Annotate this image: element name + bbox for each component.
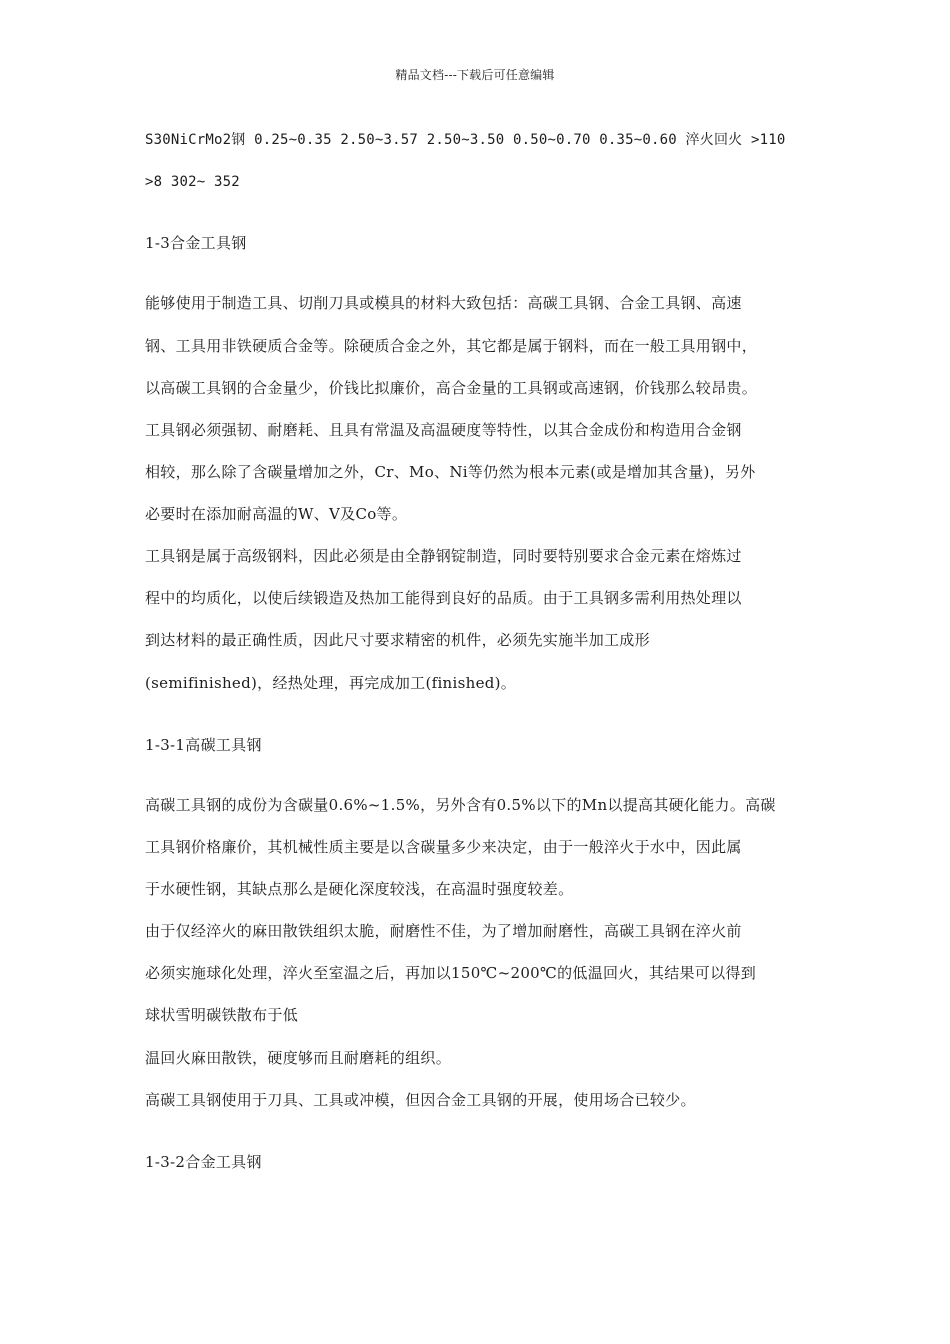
steel-spec-line-1: S30NiCrMo2钢 0.25~0.35 2.50~3.57 2.50~3.50 0.50~0.70 0.35~0.60 淬火回火 >110 — [145, 132, 786, 148]
paragraph-line: 必要时在添加耐高温的W、V及Co等。 — [145, 505, 408, 523]
paragraph-line: 由于仅经淬火的麻田散铁组织太脆，耐磨性不佳，为了增加耐磨性，高碳工具钢在淬火前 — [145, 922, 742, 940]
paragraph-line: 相较，那么除了含碳量增加之外，Cr、Mo、Ni等仍然为根本元素(或是增加其含量)，另外 — [145, 463, 756, 481]
paragraph-line: 程中的均质化，以使后续锻造及热加工能得到良好的品质。由于工具钢多需利用热处理以 — [145, 589, 742, 607]
steel-spec-line-2: >8 302~ 352 — [145, 174, 240, 190]
paragraph-line: 工具钢是属于高级钢料，因此必须是由全静钢锭制造，同时要特别要求合金元素在熔炼过 — [145, 547, 742, 565]
section-heading-1-3-1: 1-3-1高碳工具钢 — [145, 736, 262, 754]
paragraph-line: 以高碳工具钢的合金量少，价钱比拟廉价，高合金量的工具钢或高速钢，价钱那么较昂贵。 — [145, 379, 758, 397]
paragraph-line: 球状雪明碳铁散布于低 — [145, 1006, 299, 1024]
paragraph-line: 钢、工具用非铁硬质合金等。除硬质合金之外，其它都是属于钢料，而在一般工具用钢中， — [145, 337, 758, 355]
paragraph-line: 高碳工具钢使用于刀具、工具或冲模，但因合金工具钢的开展，使用场合已较少。 — [145, 1091, 696, 1109]
page-header: 精品文档---下载后可任意编辑 — [395, 68, 555, 82]
paragraph-line: 于水硬性钢，其缺点那么是硬化深度较浅，在高温时强度较差。 — [145, 880, 574, 898]
paragraph-line: 工具钢必须强韧、耐磨耗、且具有常温及高温硬度等特性，以其合金成份和构造用合金钢 — [145, 421, 742, 439]
section-heading-1-3: 1-3合金工具钢 — [145, 234, 247, 252]
paragraph-line: 工具钢价格廉价，其机械性质主要是以含碳量多少来决定，由于一般淬火于水中，因此属 — [145, 838, 742, 856]
section-heading-1-3-2: 1-3-2合金工具钢 — [145, 1153, 262, 1171]
paragraph-line: 能够使用于制造工具、切削刀具或模具的材料大致包括：高碳工具钢、合金工具钢、高速 — [145, 294, 742, 312]
paragraph-line: 温回火麻田散铁，硬度够而且耐磨耗的组织。 — [145, 1049, 452, 1067]
paragraph-line: 到达材料的最正确性质，因此尺寸要求精密的机件，必须先实施半加工成形 — [145, 631, 650, 649]
paragraph-line: (semifinished)，经热处理，再完成加工(finished)。 — [145, 674, 517, 692]
paragraph-line: 必须实施球化处理，淬火至室温之后，再加以150℃~200℃的低温回火，其结果可以得到 — [145, 964, 756, 982]
paragraph-line: 高碳工具钢的成份为含碳量0.6%~1.5%，另外含有0.5%以下的Mn以提高其硬化能力。高碳 — [145, 796, 776, 814]
